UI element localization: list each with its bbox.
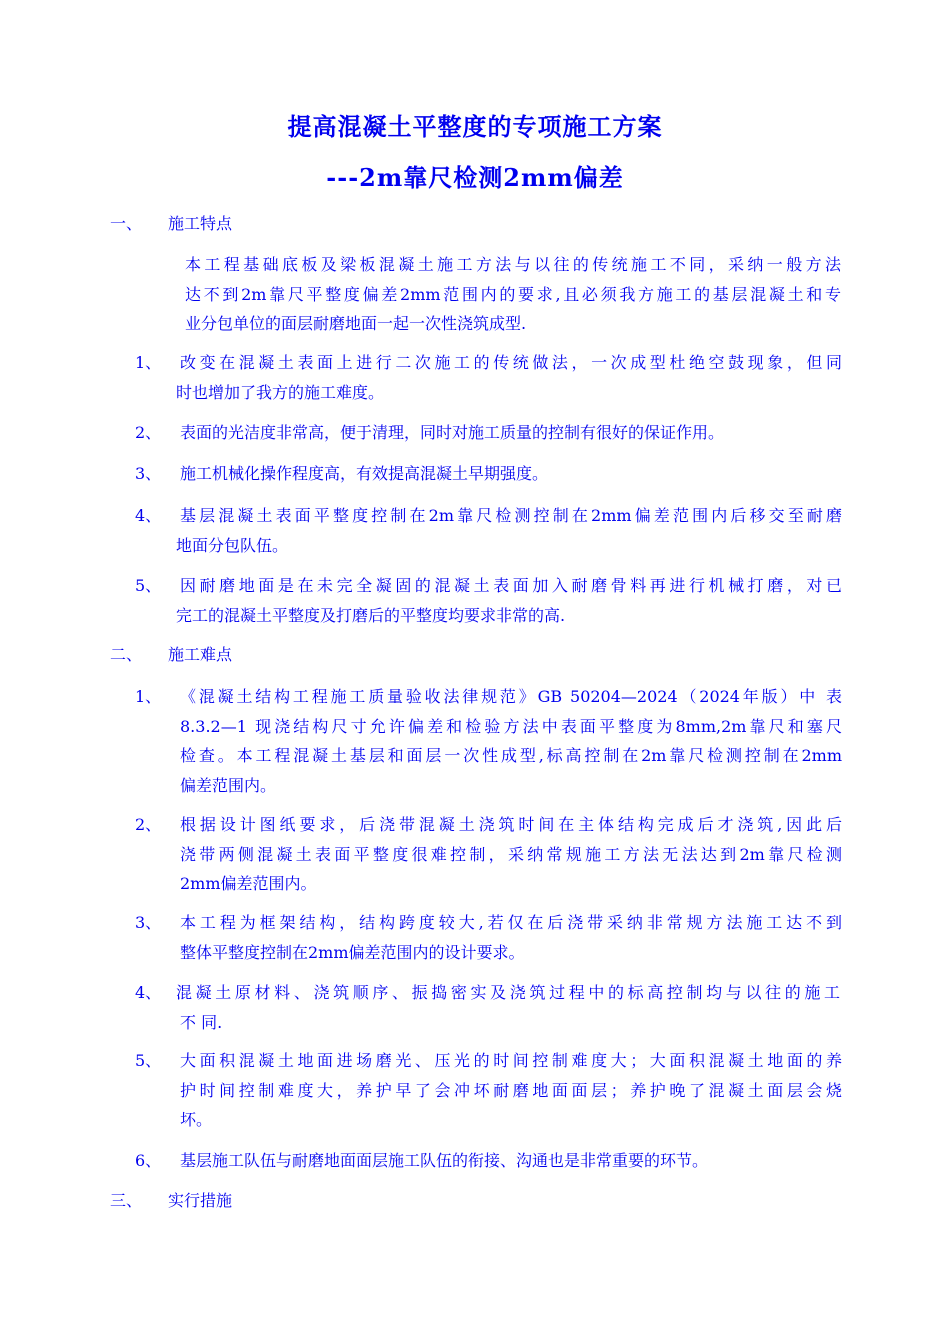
item-line: 2mm偏差范围内。 xyxy=(180,874,317,893)
item-line: 完工的混凝土平整度及打磨后的平整度均要求非常的高. xyxy=(176,605,566,625)
item-number: 1、 xyxy=(135,353,162,372)
item-line: 不 同. xyxy=(180,1012,223,1032)
section-number: 二、 xyxy=(110,645,143,664)
item-line: 偏差范围内。 xyxy=(180,775,277,795)
item-line: 8.3.2—1 现浇结构尺寸允许偏差和检验方法中表面平整度为8mm,2m靠尺和塞尺 xyxy=(180,716,842,736)
item-line: 根据设计图纸要求，后浇带混凝土浇筑时间在主体结构完成后才浇筑,因此后 xyxy=(180,815,842,834)
item-number: 5、 xyxy=(135,576,162,595)
section-title: 施工特点 xyxy=(168,214,233,233)
item-number: 4、 xyxy=(135,506,162,525)
item-line: 地面分包队伍。 xyxy=(176,535,289,555)
item-line: 混凝土原材料、浇筑顺序、振捣密实及浇筑过程中的标高控制均与以往的施工 xyxy=(176,983,840,1002)
section-heading-1 xyxy=(110,212,232,236)
section-title: 施工难点 xyxy=(168,645,233,664)
section-heading-3 xyxy=(110,1189,232,1213)
section-number: 三、 xyxy=(110,1191,143,1210)
item-number: 2、 xyxy=(135,423,162,442)
item-line: 基层混凝土表面平整度控制在2m靠尺检测控制在2mm偏差范围内后移交至耐磨 xyxy=(180,506,842,525)
item-number: 6、 xyxy=(135,1151,162,1170)
section-1-intro xyxy=(185,250,841,339)
item-line: 时也增加了我方的施工难度。 xyxy=(176,382,385,402)
item-number: 4、 xyxy=(135,983,162,1002)
section-heading-2 xyxy=(110,643,232,667)
item-line: 改变在混凝土表面上进行二次施工的传统做法，一次成型杜绝空鼓现象，但同 xyxy=(180,353,842,372)
item-line: 《混凝土结构工程施工质量验收法律规范》GB 50204—2024（2024年版）中 表 xyxy=(180,687,842,706)
item-number: 3、 xyxy=(135,464,162,483)
item-number: 2、 xyxy=(135,815,162,834)
item-number: 5、 xyxy=(135,1051,162,1070)
item-line: 基层施工队伍与耐磨地面面层施工队伍的衔接、沟通也是非常重要的环节。 xyxy=(180,1151,709,1170)
item-line: 因耐磨地面是在未完全凝固的混凝土表面加入耐磨骨料再进行机械打磨，对已 xyxy=(180,576,842,595)
intro-line: 达不到2m靠尺平整度偏差2mm范围内的要求,且必须我方施工的基层混凝土和专 xyxy=(185,284,841,304)
item-line: 坏。 xyxy=(180,1110,213,1129)
item-line: 整体平整度控制在2mm偏差范围内的设计要求。 xyxy=(180,942,525,962)
intro-line: 业分包单位的面层耐磨地面一起一次性浇筑成型. xyxy=(185,314,527,333)
item-line: 表面的光洁度非常高，便于清理，同时对施工质量的控制有很好的保证作用。 xyxy=(180,423,725,442)
item-line: 护时间控制难度大，养护早了会冲坏耐磨地面面层；养护晚了混凝土面层会烧 xyxy=(180,1080,842,1100)
document-subtitle: ---2m靠尺检测2mm偏差 xyxy=(326,163,624,192)
document-title: 提高混凝土平整度的专项施工方案 xyxy=(287,112,663,141)
section-title: 实行措施 xyxy=(168,1191,233,1210)
item-line: 检查。本工程混凝土基层和面层一次性成型,标高控制在2m靠尺检测控制在2mm xyxy=(180,746,842,765)
item-number: 1、 xyxy=(135,687,162,706)
item-line: 施工机械化操作程度高，有效提高混凝土早期强度。 xyxy=(180,464,549,483)
section-number: 一、 xyxy=(110,214,143,233)
item-line: 大面积混凝土地面进场磨光、压光的时间控制难度大；大面积混凝土地面的养 xyxy=(180,1051,842,1070)
intro-line: 本工程基础底板及梁板混凝土施工方法与以往的传统施工不同，采纳一般方法 xyxy=(185,255,841,274)
item-number: 3、 xyxy=(135,913,162,932)
item-line: 本工程为框架结构，结构跨度较大,若仅在后浇带采纳非常规方法施工达不到 xyxy=(180,913,842,932)
item-line: 浇带两侧混凝土表面平整度很难控制，采纳常规施工方法无法达到2m靠尺检测 xyxy=(180,844,842,864)
